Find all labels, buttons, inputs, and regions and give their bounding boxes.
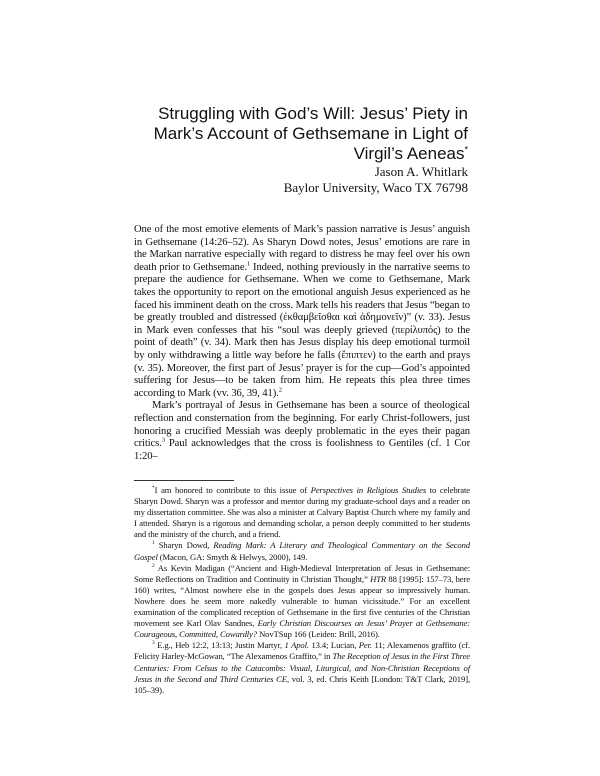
p1-text-a: One of the most emotive elements of Mark’s passion narrative is Jesus’ anguish in Gethsemane (14:26–52). As Sharyn Dowd notes, Jesus’ emotions are rare in the Markan narrative especially with regard to distress he may feel over his own death prior to Gethsemane. (134, 224, 470, 273)
footnote-1-a: Sharyn Dowd, (158, 540, 214, 551)
main-text (134, 224, 470, 463)
footnote-3-book: The Reception of Jesus in the First Three Centuries: From Celsus to the Catacombs: Visual, Liturgical, and Non-Christian Receptions of Jesus in the Second and Third Centuries CE (134, 651, 470, 684)
title-line-2: Mark’s Account of Gethsemane in Light of (153, 124, 468, 143)
footnote-3-b: 13.4; Lucian, (308, 640, 359, 651)
footnote-2-journal: HTR (370, 573, 387, 584)
author-affiliation: Baylor University, Waco TX 76798 (283, 180, 468, 195)
footnote-1 (134, 540, 470, 562)
p2-text-a: Mark’s portrayal of Jesus in Gethsemane has been a source of theological reflection and consternation from the beginning. For early Christ-followers, just honoring a crucified Messiah was deeply problematic in the eyes their pagan critics. (134, 400, 470, 450)
paragraph-1 (134, 224, 470, 400)
footnote-star-a: I am honored to contribute to this issue of (154, 485, 311, 495)
footnote-2-a: As Kevin Madigan (“Ancient and High-Medieval Interpretation of Jesus in Gethsemane: Some Reflections on Tradition and Continuity in Christian Thought,” (134, 562, 470, 584)
title-footnote-marker: * (464, 144, 468, 155)
footnotes (134, 485, 470, 696)
footnote-3-a: E.g., Heb 12:2, 13:13; Justin Martyr, (157, 640, 285, 651)
footnote-1-mark: 1 (152, 540, 155, 547)
footnote-2 (134, 563, 470, 641)
footnote-3-apol: 1 Apol. (284, 640, 309, 651)
p2-text-b: Paul acknowledges that the cross is foolishness to Gentiles (cf. 1 Cor 1:20– (134, 438, 470, 462)
footnote-1-book: Reading Mark: A Literary and Theological Commentary on the Second Gospel (134, 540, 470, 562)
title-line-3-text: Virgil’s Aeneas (353, 144, 465, 163)
footnote-ref-3: 3 (161, 436, 165, 444)
footnote-3-mark: 3 (152, 640, 155, 647)
paragraph-2 (134, 400, 470, 463)
footnote-star-b: to celebrate Sharyn Dowd. Sharyn was a professor and mentor during my graduate-school days and a reader on my dissertation committee. She was also a minister at Calvary Baptist Church where my family and I attended. Sharyn is a rigorous and demanding scholar, a person deeply committed to her students and the ministry of the church, and a friend. (134, 485, 471, 540)
footnote-2-book: Early Christian Discourses on Jesus’ Prayer at Gethsemane: Courageous, Committed, Cowardly? (134, 618, 470, 640)
footnote-2-b: 88 [1995]: 157–73, here 160) writes, “Almost nowhere else in the gospels does Jesus appear so impressively human. Nowhere does he seem more nakedly vulnerable to human vicissitude.” For an excellent examination of the complicated reception of Gethsemane in the first five centuries of the Christian movement see Karl Olav Sandnes, (134, 573, 470, 629)
footnote-1-b: (Macon, GA: Smyth & Helwys, 2000), 149. (157, 551, 308, 562)
footnote-3-d: , vol. 3, ed. Chris Keith [London: T&T Clark, 2019], 105–39). (134, 673, 471, 695)
author-name: Jason A. Whitlark (374, 164, 468, 179)
footnote-3-c: 11; Alexamenos graffito (cf. Felicity Harley-McGowan, “The Alexamenos Graffito,” in (134, 640, 470, 662)
footnote-star-journal: Perspectives in Religious Studies (310, 485, 427, 495)
footnote-star (134, 485, 470, 540)
footnote-3 (134, 640, 470, 695)
footnote-2-c: NovTSup 166 (Leiden: Brill, 2016). (257, 629, 380, 640)
footnote-ref-2: 2 (278, 386, 282, 394)
footnote-separator (134, 480, 234, 481)
footnote-ref-1: 1 (247, 260, 251, 268)
footnote-star-mark: * (152, 485, 155, 492)
article-title (138, 104, 468, 164)
footnote-3-per: Per. (358, 640, 372, 651)
title-line-1: Struggling with God’s Will: Jesus’ Piety in (158, 104, 468, 123)
title-line-3 (138, 144, 468, 164)
footnote-2-mark: 2 (152, 562, 155, 569)
p1-text-b: Indeed, nothing previously in the narrative seems to prepare the audience for Gethsemane. When we come to Gethsemane, Mark takes the opportunity to report on the emotional anguish Jesus experienced as he faced his imminent death on the cross. Mark tells his readers that Jesus “began to be greatly troubled and distressed (ἐκθαμβεῖσθαι καὶ ἀδημονεῖν)” (v. 33). Jesus in Mark even confesses that his “soul was deeply grieved (περίλυπός) to the point of death” (v. 34). Mark then has Jesus display his deep emotional turmoil by only withdrawing a little way before he falls (ἔπιπτεν) to the earth and prays (v. 35). Moreover, the first part of Jesus’ prayer is for the cup—God’s appointed suffering for Jesus—to be taken from him. He repeats this plea three times according to Mark (vv. 36, 39, 41). (134, 261, 470, 399)
